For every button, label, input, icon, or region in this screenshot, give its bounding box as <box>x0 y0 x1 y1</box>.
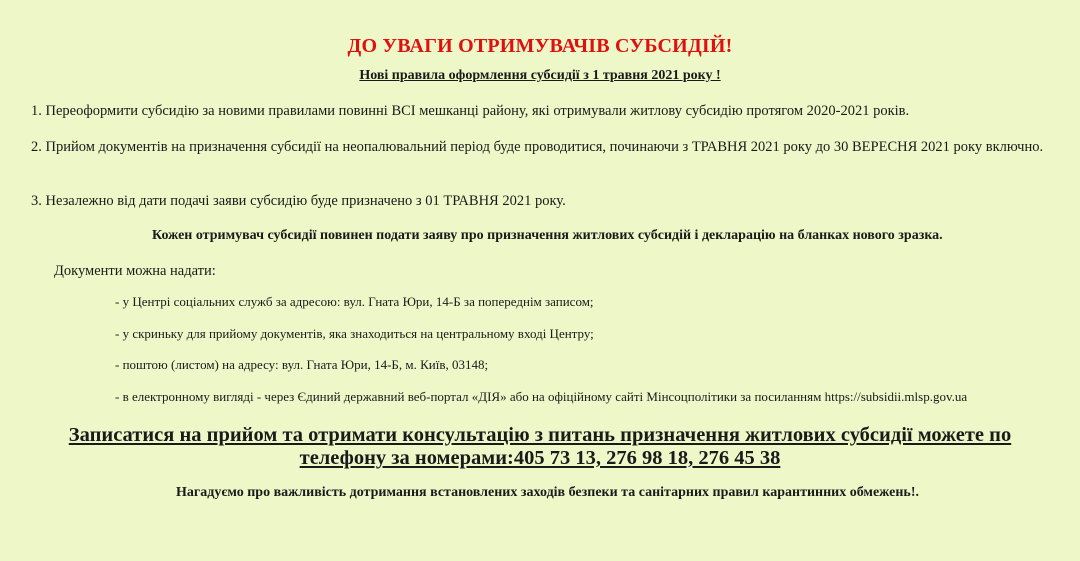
safety-reminder: Нагадуємо про важливість дотримання встановлених заходів безпеки та санітарних правил карантинних обмежень!. <box>175 485 919 500</box>
option-post: - поштою (листом) на адресу: вул. Гната Юри, 14-Б, м. Київ, 03148; <box>115 357 489 372</box>
requirement-text: Кожен отримувач субсидії повинен подати заяву про призначення житлових субсидій і декларацію на бланках нового зразка. <box>152 228 943 243</box>
contact-line-2: телефону за номерами:405 73 13, 276 98 18, 276 45 38 <box>299 447 781 469</box>
documents-intro: Документи можна надати: <box>54 263 216 279</box>
option-center: - у Центрі соціальних служб за адресою: вул. Гната Юри, 14-Б за попереднім записом; <box>115 294 594 309</box>
option-online: - в електронному вигляді - через Єдиний державний веб-портал «ДІЯ» або на офіційному сайті Мінсоцполітики за посиланням https://subsidii.mlsp.gov.ua <box>115 389 968 404</box>
point-3: 3. Незалежно від дати подачі заяви субсидію буде призначено з 01 ТРАВНЯ 2021 року. <box>31 193 566 209</box>
notice-subtitle: Нові правила оформлення субсидії з 1 травня 2021 року ! <box>359 68 721 83</box>
point-1: 1. Переоформити субсидію за новими правилами повинні ВСІ мешканці району, які отримували житлову субсидію протягом 2020-2021 років. <box>31 103 910 119</box>
option-mailbox: - у скриньку для прийому документів, яка знаходиться на центральному вході Центру; <box>115 326 594 341</box>
notice-title: ДО УВАГИ ОТРИМУВАЧІВ СУБСИДІЙ! <box>347 35 733 57</box>
contact-line-1: Записатися на прийом та отримати консультацію з питань призначення житлових субсидії можете по <box>68 424 1012 446</box>
contact-info <box>0 424 1080 470</box>
point-2: 2. Прийом документів на призначення субсидії на неопалювальний період буде проводитися, починаючи з ТРАВНЯ 2021 року до 30 ВЕРЕСНЯ 2021 року включно. <box>31 139 1044 155</box>
